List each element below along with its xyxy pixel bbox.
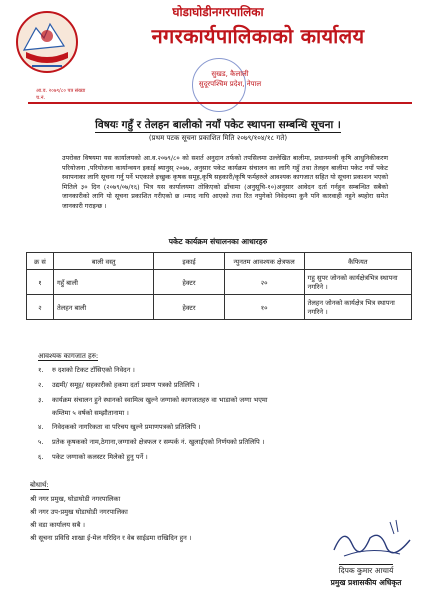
col-crop: बाली वस्तु — [53, 253, 153, 270]
cell-unit: हेक्टर — [154, 270, 224, 295]
table-title: पकेट कार्यक्रम संचालनका आधारहरु — [168, 237, 268, 246]
program-table — [26, 252, 412, 320]
signatory-title: प्रमुख प्रशासकीय अधिकृत — [330, 578, 402, 587]
table-row — [27, 270, 412, 295]
item-number: २. — [38, 381, 44, 389]
cell-area: १० — [224, 295, 304, 320]
cell-crop: गहुँ बाली — [53, 270, 153, 295]
copy-to-title-text: बोधार्थ: — [30, 481, 49, 489]
item-text: कार्यक्रम संचालन हुने स्थानको स्वामित्व खुल्ने जग्गाको कागजातहरु वा भाडाको जग्गा भएमा — [52, 396, 268, 404]
dispatch-ref: च.नं. — [36, 95, 46, 101]
body-paragraph: उपरोक्त विषयमा यस कार्यालयको आ.व.२०७९/८० को सशर्त अनुदान तर्फको तपसिलमा उल्लेखित बालीमा, प्रधानमन्त्री कृषि आधुनिकीकरण परियोजना ,परियोजना कार्यान्वयन इकाई ब्यानुस् २०७७, अनुसार पकेट कार्यक्रम संचालन का लागि गहुँ तथा तेलहन बालीमा पकेट नयाँ पकेट स्थापनाका लागि सूचना गर्नु पर्ने भएकाले इच्छुक कृषक समूह,कृषि सहकारी/कृषि फर्महरुले आवश्यक कागजात सहित यो सूचना प्रकाशन भएको मितिले ३० दिन (२०७९/०७/१६) भित्र यस कार्यालयमा तोकिएको ढाँचामा (अनुसूचि-१०)अनुसार आवेदन दर्ता गर्नहुन सम्बन्धित सबैको जानकारीको लागि यो सूचना प्रकाशित गरीएको छ ।म्याद नाघि आएको तथा रित नपुगेको निवेदनमा कुनै पनि कारवाही नहुने ब्यहोरा समेत जानकारी गराइन्छ । — [62, 154, 388, 210]
cell-area: २० — [224, 270, 304, 295]
item-number: ५. — [38, 438, 44, 446]
documents-title-text: आवश्यक कागजात हरु: — [38, 352, 99, 360]
cell-remarks: गहु सुपर जोनको कार्यक्षेत्रभित्र स्थापना नगरिने । — [304, 270, 411, 295]
item-text: प्रतेक कृषकको नाम,ठेगाना,जग्गाको क्षेत्रफल र सम्पर्क नं. खुलाईएको निर्णयको प्रतिलिपि । — [52, 438, 265, 446]
fiscal-year-ref: आ.व. २०७९/८० पत्र संख्या — [36, 88, 86, 94]
item-text: पकेट जग्गाको कलस्टर मिलेको हुनु पर्ने । — [52, 453, 148, 461]
list-item: श्री नगर प्रमुख, घोडाघोडी नगरपालिका — [30, 495, 121, 503]
office-title: नगरकार्यपालिकाको कार्यालय — [151, 24, 365, 48]
item-text: रु दशको टिकट टाँसिएको निवेदन । — [52, 366, 135, 374]
cell-sn: १ — [27, 270, 54, 295]
col-remarks: कैफियत — [304, 253, 411, 270]
item-number: १. — [38, 366, 44, 374]
list-item: श्री सूचना प्रविधि शाखा ई-मेल गरिदिन र वेब साईडमा राखिदिन हुन । — [30, 534, 192, 542]
cell-sn: २ — [27, 295, 54, 320]
publication-date: (प्रथम पटक सूचना प्रकाशित मिति २०७९/१०४/१८ गते) — [148, 134, 288, 142]
list-item — [38, 381, 398, 390]
copy-to-title — [30, 481, 49, 490]
cell-unit: हेक्टर — [154, 295, 224, 320]
signature-scribble-icon — [330, 516, 420, 564]
item-number: ३. — [38, 396, 44, 404]
item-text: उद्यमी/ समूह/ सहकारीको हकमा दर्ता प्रमाण पत्रको प्रतिलिपि । — [52, 381, 200, 389]
subject-text: विषयः गहुँ र तेलहन बालीको नयाँ पकेट स्थापना सम्बन्धि सूचना । — [95, 119, 341, 131]
municipality-name: घोडाघोडीनगरपालिका — [172, 5, 264, 19]
list-item — [38, 453, 398, 462]
item-continuation: कम्तिमा ५ वर्षको सम्झौतानामा । — [52, 409, 129, 417]
list-item: श्री वडा कार्यालय सबै । — [30, 521, 85, 529]
list-item: श्री नगर उप-प्रमुख घोडाघोडी नगरपालिका — [30, 508, 128, 516]
notice-subject — [0, 118, 436, 132]
list-item — [38, 423, 398, 432]
header-divider — [28, 102, 412, 104]
list-item — [38, 366, 398, 375]
col-area: न्युनतम आवश्यक क्षेत्रफल — [224, 253, 304, 270]
item-text: निवेदकको नागरिकता वा परिचय खुल्ने प्रमाणपत्रको प्रतिलिपि । — [52, 423, 201, 431]
table-header-row — [27, 253, 412, 270]
office-province: सुदूरपश्चिम प्रदेश, नेपाल — [198, 80, 262, 88]
documents-title — [38, 352, 98, 361]
cell-crop: तेलहन बाली — [53, 295, 153, 320]
list-item — [38, 438, 398, 447]
signatory-name-text: दिपक कुमार आचार्य — [338, 566, 394, 575]
signatory-name — [316, 566, 416, 576]
office-address: सुखड, कैलाली — [211, 70, 249, 78]
list-item — [38, 396, 398, 405]
col-sn: क्र सं — [27, 253, 54, 270]
item-number: ४. — [38, 423, 44, 431]
col-unit: इकाई — [154, 253, 224, 270]
cell-remarks: तेलहन जोनको कार्यक्षेत्र भित्र स्थापना नगरिने । — [304, 295, 411, 320]
item-number: ६. — [38, 453, 44, 461]
table-row — [27, 295, 412, 320]
